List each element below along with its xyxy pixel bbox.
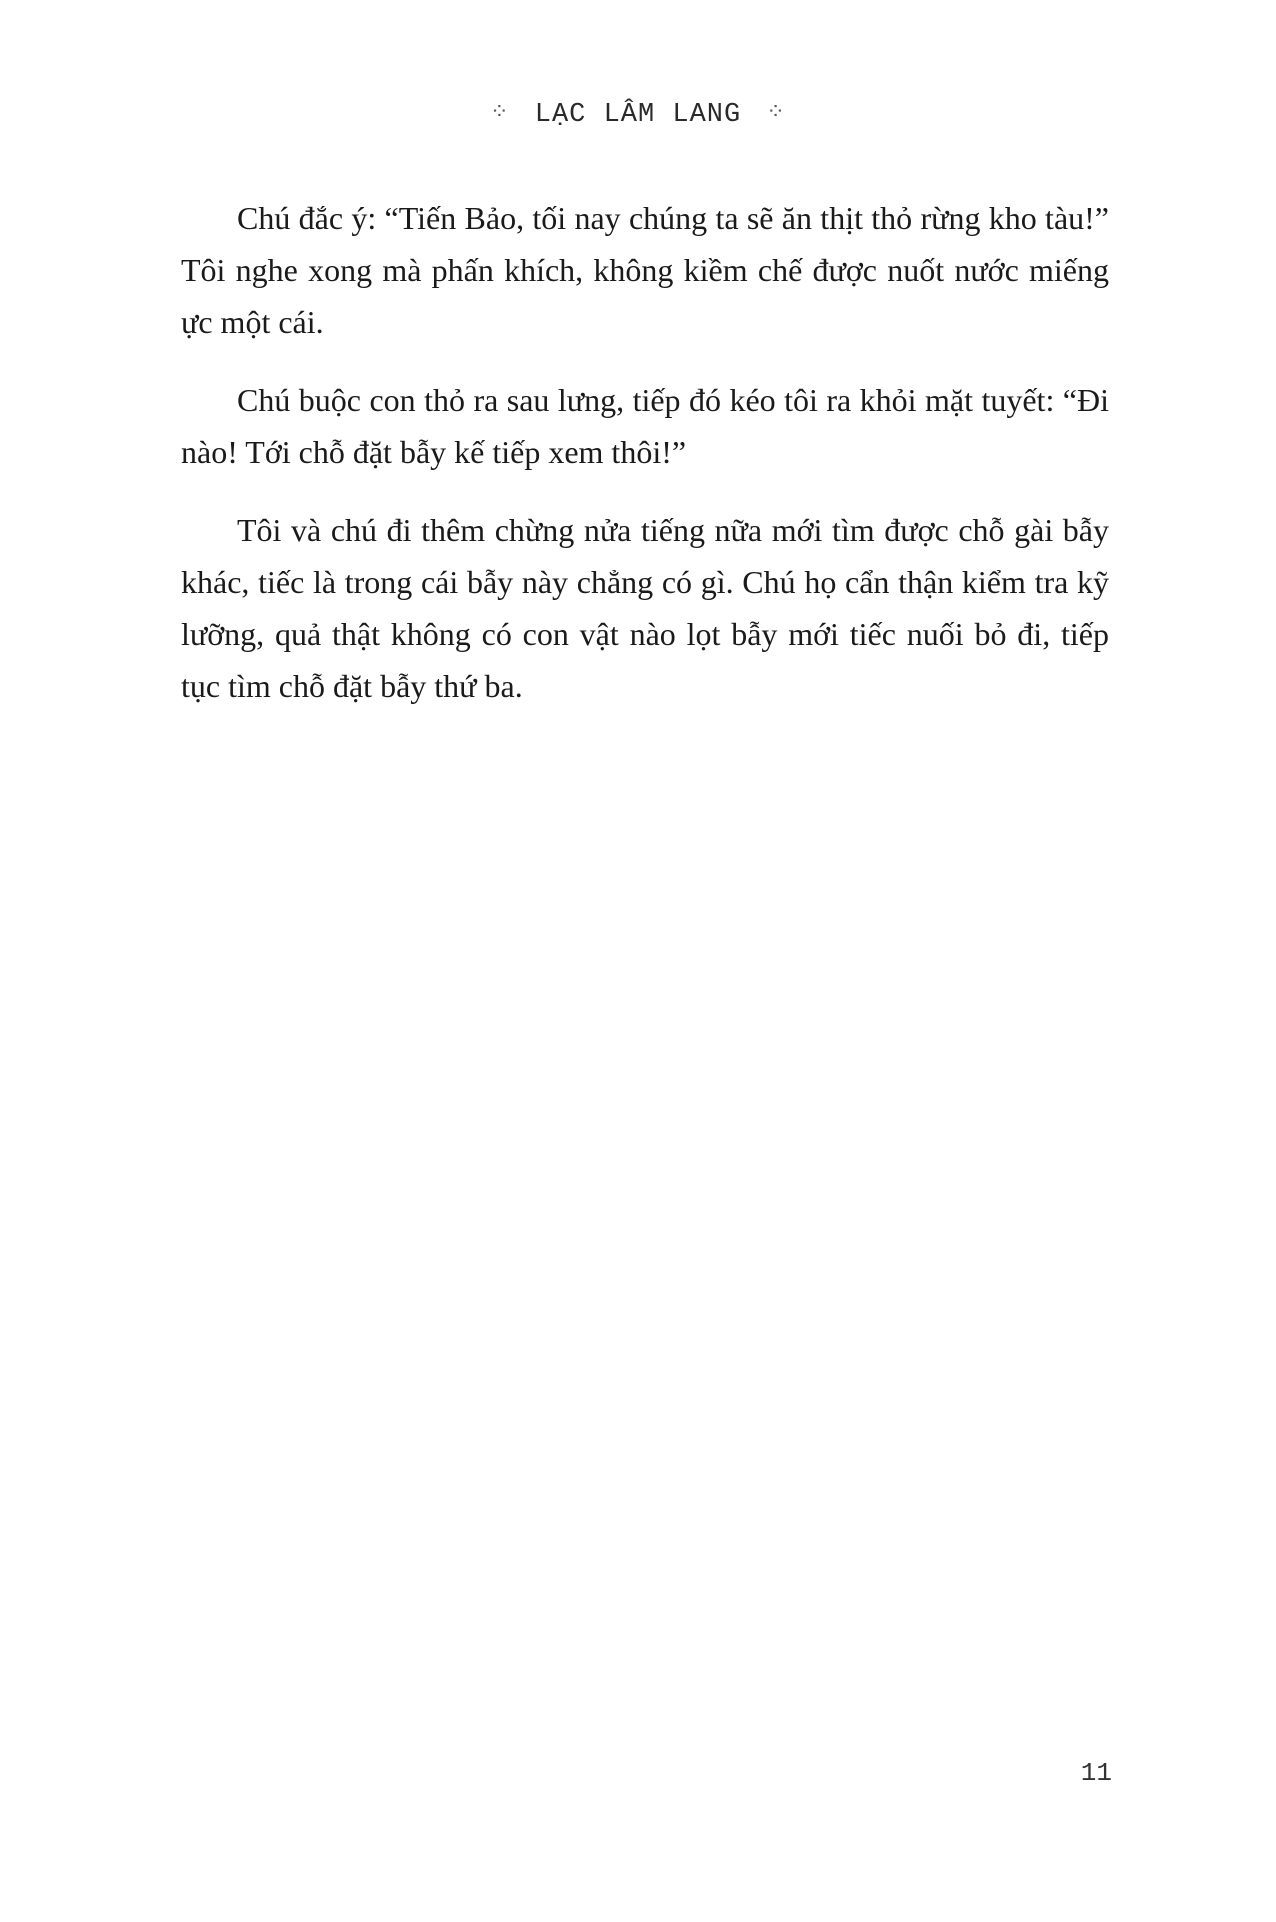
running-header — [0, 100, 1276, 130]
ornament-right-icon: ⁘ — [766, 100, 786, 125]
paragraph-3: Tôi và chú đi thêm chừng nửa tiếng nữa mới tìm được chỗ gài bẫy khác, tiếc là trong cái bẫy này chẳng có gì. Chú họ cẩn thận kiểm tra kỹ lưỡng, quả thật không có con vật nào lọt bẫy mới tiếc nuối bỏ đi, tiếp tục tìm chỗ đặt bẫy thứ ba. — [181, 512, 1109, 704]
book-title: LẠC LÂM LANG — [534, 100, 742, 130]
ornament-left-icon: ⁘ — [490, 100, 510, 125]
paragraph-1: Chú đắc ý: “Tiến Bảo, tối nay chúng ta sẽ ăn thịt thỏ rừng kho tàu!” Tôi nghe xong mà phấn khích, không kiềm chế được nuốt nước miếng ực một cái. — [181, 200, 1109, 340]
paragraph-2: Chú buộc con thỏ ra sau lưng, tiếp đó kéo tôi ra khỏi mặt tuyết: “Đi nào! Tới chỗ đặt bẫy kế tiếp xem thôi!” — [181, 382, 1109, 470]
page-body — [181, 192, 1109, 738]
page-number: 11 — [1080, 1758, 1112, 1788]
